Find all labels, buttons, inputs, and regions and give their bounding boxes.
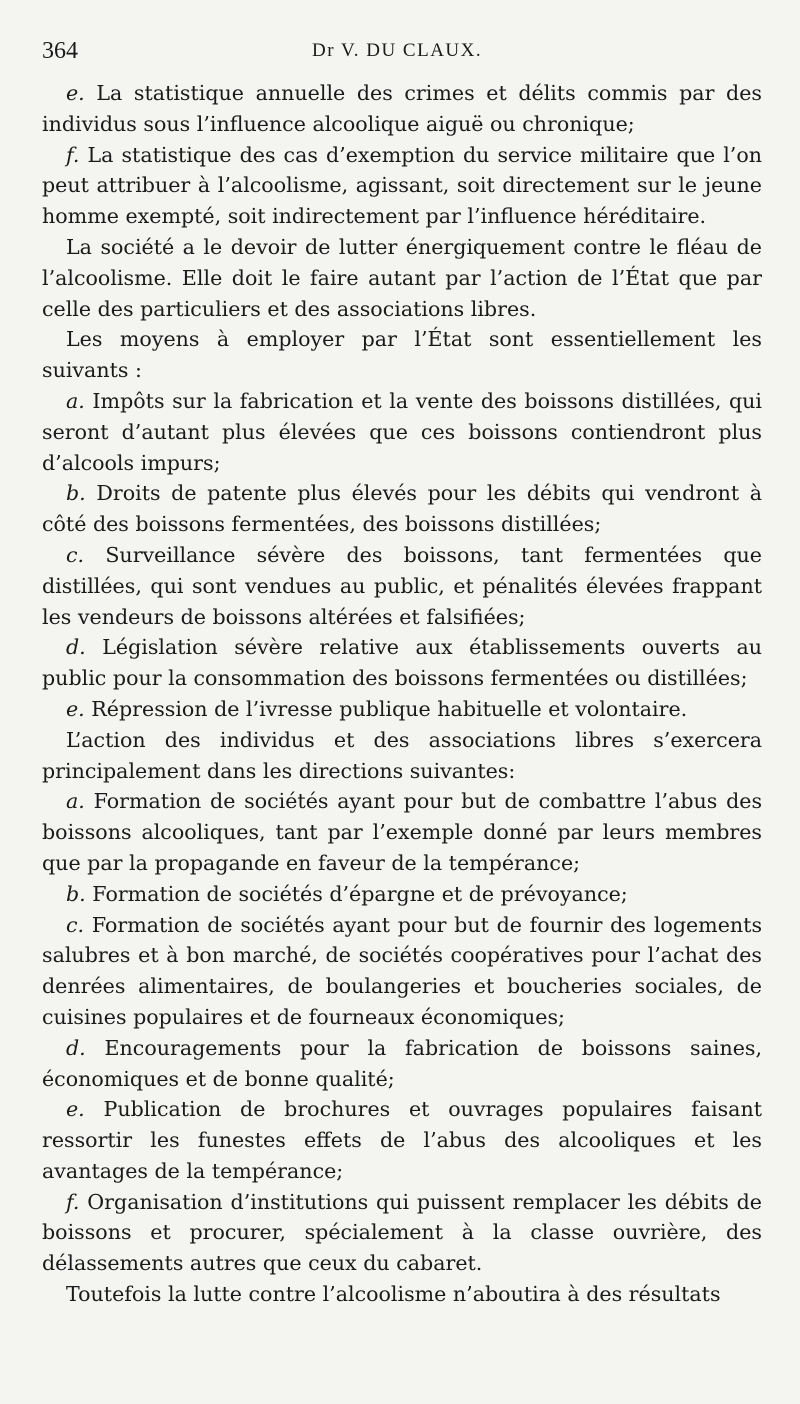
item-marker: c. (66, 912, 85, 937)
item-marker: a. (66, 789, 85, 814)
paragraph-text: Impôts sur la fabrication et la vente des boissons distillées, qui seront d’autant plus élevées que ces boissons contiendront plus d’alcools impurs; (42, 388, 763, 475)
item-marker: e. (66, 696, 85, 721)
paragraph-text: Législation sévère relative aux établissements ouverts au public pour la consommation des boissons fermentées ou distillées; (42, 635, 762, 691)
paragraph (42, 386, 762, 478)
paragraph (42, 324, 762, 386)
item-marker: d. (66, 635, 86, 660)
paragraph (42, 1279, 762, 1310)
item-marker: a. (66, 388, 85, 413)
paragraph (42, 478, 762, 540)
paragraph (42, 1033, 762, 1095)
paragraph (42, 694, 762, 725)
paragraph-text: Formation de sociétés ayant pour but de fournir des logements salubres et à bon marché, de sociétés coopératives pour l’achat des denrées alimentaires, de boulangeries et boucheries sociales, de cuisines populaires et de fourneaux économiques; (42, 912, 763, 1029)
paragraph (42, 879, 762, 910)
paragraph-text: Les moyens à employer par l’État sont essentiellement les suivants : (42, 327, 762, 383)
paragraph (42, 786, 762, 878)
paragraph-text: L’action des individus et des associations libres s’exercera principalement dans les directions suivantes: (42, 727, 762, 783)
paragraph-text: Encouragements pour la fabrication de boissons saines, économiques et de bonne qualité; (42, 1035, 763, 1091)
item-marker: f. (66, 1189, 80, 1214)
item-marker: e. (66, 81, 85, 105)
item-marker: b. (66, 881, 86, 906)
paragraph-text: Droits de patente plus élevés pour les débits qui vendront à côté des boissons fermentées, des boissons distillées; (42, 481, 763, 537)
paragraph (42, 1094, 762, 1186)
page-number: 364 (42, 38, 78, 64)
paragraph (42, 725, 762, 787)
item-marker: c. (66, 542, 85, 567)
paragraph (42, 540, 762, 632)
item-marker: b. (66, 481, 86, 506)
body-text (42, 78, 762, 1310)
paragraph (42, 232, 762, 324)
paragraph-text: Toutefois la lutte contre l’alcoolisme n’aboutira à des résultats (66, 1282, 721, 1307)
paragraph (42, 1187, 762, 1279)
paragraph-text: Répression de l’ivresse publique habituelle et volontaire. (91, 696, 688, 721)
item-marker: f. (66, 142, 80, 167)
paragraph (42, 140, 762, 232)
running-head (42, 34, 762, 78)
paragraph-text: Formation de sociétés ayant pour but de combattre l’abus des boissons alcooliques, tant par l’exemple donné par leurs membres que par la propagande en faveur de la tempérance; (42, 789, 763, 875)
item-marker: e. (66, 1097, 85, 1122)
paragraph (42, 632, 762, 694)
paragraph-text: La statistique annuelle des crimes et délits commis par des individus sous l’influence alcoolique aiguë ou chronique; (42, 81, 762, 136)
paragraph-text: La statistique des cas d’exemption du service militaire que l’on peut attribuer à l’alcoolisme, agissant, soit directement sur le jeune homme exempté, soit indirectement par l’influence héréditaire. (42, 142, 763, 229)
paragraph-text: La société a le devoir de lutter énergiquement contre le fléau de l’alcoolisme. Elle doit le faire autant par l’action de l’État que par celle des particuliers et des associations libres. (42, 234, 762, 321)
running-head-author: Dr V. DU CLAUX. (312, 40, 483, 61)
item-marker: d. (66, 1035, 86, 1060)
paragraph-text: Surveillance sévère des boissons, tant fermentées que distillées, qui sont vendues au public, et pénalités élevées frappant les vendeurs de boissons altérées et falsifiées; (42, 542, 762, 629)
paragraph-text: Publication de brochures et ouvrages populaires faisant ressortir les funestes effets de l’abus des alcooliques et les avantages de la tempérance; (42, 1097, 762, 1183)
paragraph (42, 910, 762, 1033)
paragraph-text: Organisation d’institutions qui puissent remplacer les débits de boissons et procurer, spécialement à la classe ouvrière, des délassements autres que ceux du cabaret. (42, 1189, 762, 1276)
paragraph-text: Formation de sociétés d’épargne et de prévoyance; (92, 881, 628, 906)
paragraph (42, 78, 762, 140)
